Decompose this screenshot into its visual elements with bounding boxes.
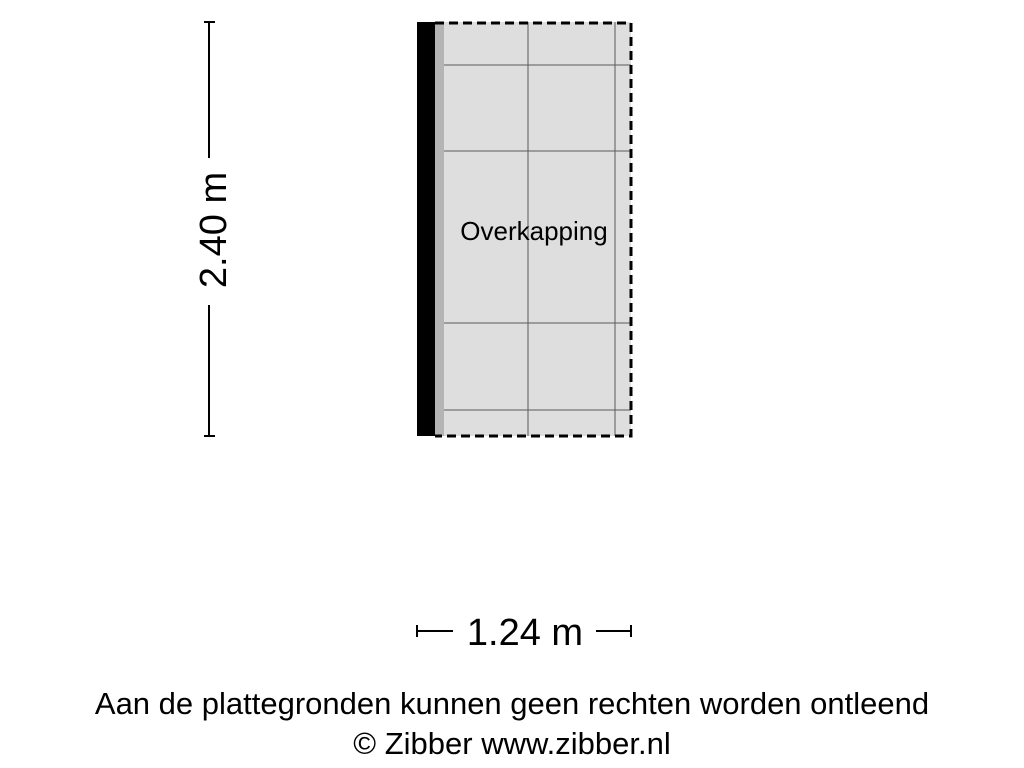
wall-shadow (434, 22, 444, 436)
disclaimer-text: Aan de plattegronden kunnen geen rechten worden ontleend (94, 686, 930, 721)
wall (417, 22, 435, 436)
copyright-text: © Zibber www.zibber.nl (353, 726, 671, 761)
height-dimension-label: 2.40 m (193, 171, 235, 289)
room-label: Overkapping (460, 216, 608, 246)
width-dimension-label: 1.24 m (466, 612, 584, 654)
